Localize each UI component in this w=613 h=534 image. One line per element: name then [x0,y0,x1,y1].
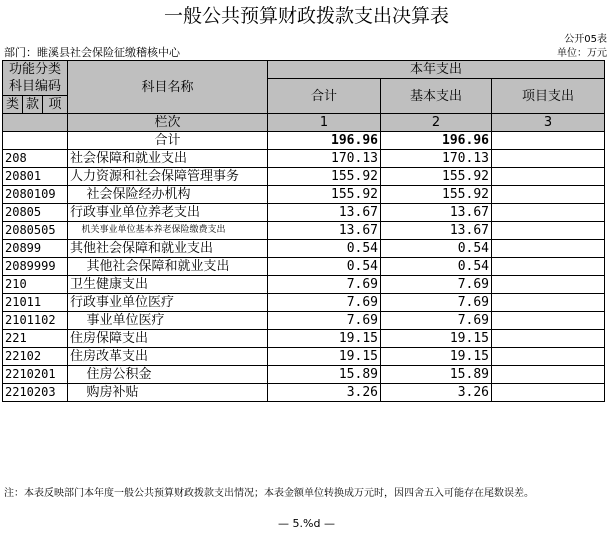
row-total: 19.15 [268,348,381,366]
sheet-number: 公开05表 [564,34,607,45]
row-code: 221 [3,330,68,348]
table-row [3,276,605,294]
row-total: 13.67 [268,204,381,222]
row-basic: 0.54 [381,258,492,276]
row-project [492,150,605,168]
func-code-header: 功能分类科目编码 [3,61,68,96]
row-total: 0.54 [268,258,381,276]
footnote: 注：本表反映部门本年度一般公共预算财政拨款支出情况；本表金额单位转换成万元时，因四舍五入可能存在尾数误差。 [4,488,534,499]
row-total: 7.69 [268,294,381,312]
total-row-label: 合计 [68,132,268,150]
row-code: 20805 [3,204,68,222]
page-title: 一般公共预算财政拨款支出决算表 [163,5,449,27]
row-project [492,384,605,402]
row-name: 行政事业单位养老支出 [68,204,268,222]
row-total: 155.92 [268,168,381,186]
table-row [3,168,605,186]
row-basic: 170.13 [381,150,492,168]
department-label: 部门：睢溪县社会保险征缴稽核中心 [4,46,180,59]
row-basic: 7.69 [381,312,492,330]
row-name: 住房改革支出 [68,348,268,366]
row-basic: 0.54 [381,240,492,258]
row-project [492,276,605,294]
row-project [492,294,605,312]
table-row [3,312,605,330]
unit-label: 单位：万元 [557,48,607,59]
table-row [3,384,605,402]
row-name: 住房保障支出 [68,330,268,348]
row-project [492,222,605,240]
total-row-total: 196.96 [268,132,381,150]
row-name: 社会保险经办机构 [68,186,268,204]
row-code: 2101102 [3,312,68,330]
row-code: 20899 [3,240,68,258]
row-code: 208 [3,150,68,168]
col1-label: 1 [268,114,381,132]
row-name: 人力资源和社会保障管理事务 [68,168,268,186]
blank-cell [3,114,68,132]
row-code: 21011 [3,294,68,312]
total-header: 合计 [268,79,381,114]
row-name: 其他社会保障和就业支出 [68,240,268,258]
row-project [492,330,605,348]
row-basic: 19.15 [381,348,492,366]
subject-name-header: 科目名称 [68,61,268,114]
table-row [3,348,605,366]
row-project [492,240,605,258]
column-order-label: 栏次 [68,114,268,132]
table-row [3,240,605,258]
row-code: 2210203 [3,384,68,402]
table-row [3,222,605,240]
total-row [3,132,605,150]
row-code: 2210201 [3,366,68,384]
row-name: 事业单位医疗 [68,312,268,330]
row-basic: 155.92 [381,186,492,204]
row-code: 22102 [3,348,68,366]
row-name: 购房补贴 [68,384,268,402]
row-total: 170.13 [268,150,381,168]
row-basic: 13.67 [381,222,492,240]
row-project [492,204,605,222]
row-total: 7.69 [268,276,381,294]
col2-label: 2 [381,114,492,132]
table-row [3,150,605,168]
basic-header: 基本支出 [381,79,492,114]
table-row [3,330,605,348]
table-row [3,294,605,312]
row-project [492,186,605,204]
row-name: 机关事业单位基本养老保险缴费支出 [68,222,268,240]
xiang-header: 项 [43,96,68,114]
row-code: 20801 [3,168,68,186]
row-project [492,258,605,276]
page-marker: — 5.%d — [278,517,335,530]
row-total: 13.67 [268,222,381,240]
table-row [3,366,605,384]
row-basic: 13.67 [381,204,492,222]
row-project [492,312,605,330]
row-total: 3.26 [268,384,381,402]
row-basic: 19.15 [381,330,492,348]
row-total: 19.15 [268,330,381,348]
table-row [3,204,605,222]
year-expense-header: 本年支出 [268,61,605,79]
lei-header: 类 [3,96,23,114]
expense-table [2,60,605,402]
row-name: 卫生健康支出 [68,276,268,294]
row-code: 2089999 [3,258,68,276]
table-row [3,258,605,276]
row-name: 住房公积金 [68,366,268,384]
row-code: 210 [3,276,68,294]
row-project [492,348,605,366]
blank-cell [3,132,68,150]
row-project [492,168,605,186]
kuan-header: 款 [23,96,43,114]
project-header: 项目支出 [492,79,605,114]
row-total: 155.92 [268,186,381,204]
row-basic: 7.69 [381,276,492,294]
row-basic: 15.89 [381,366,492,384]
row-code: 2080505 [3,222,68,240]
row-total: 7.69 [268,312,381,330]
row-name: 行政事业单位医疗 [68,294,268,312]
row-project [492,366,605,384]
table-row [3,186,605,204]
row-basic: 3.26 [381,384,492,402]
row-name: 社会保障和就业支出 [68,150,268,168]
row-code: 2080109 [3,186,68,204]
row-name: 其他社会保障和就业支出 [68,258,268,276]
col3-label: 3 [492,114,605,132]
total-row-basic: 196.96 [381,132,492,150]
total-row-project [492,132,605,150]
row-total: 0.54 [268,240,381,258]
row-total: 15.89 [268,366,381,384]
row-basic: 7.69 [381,294,492,312]
row-basic: 155.92 [381,168,492,186]
